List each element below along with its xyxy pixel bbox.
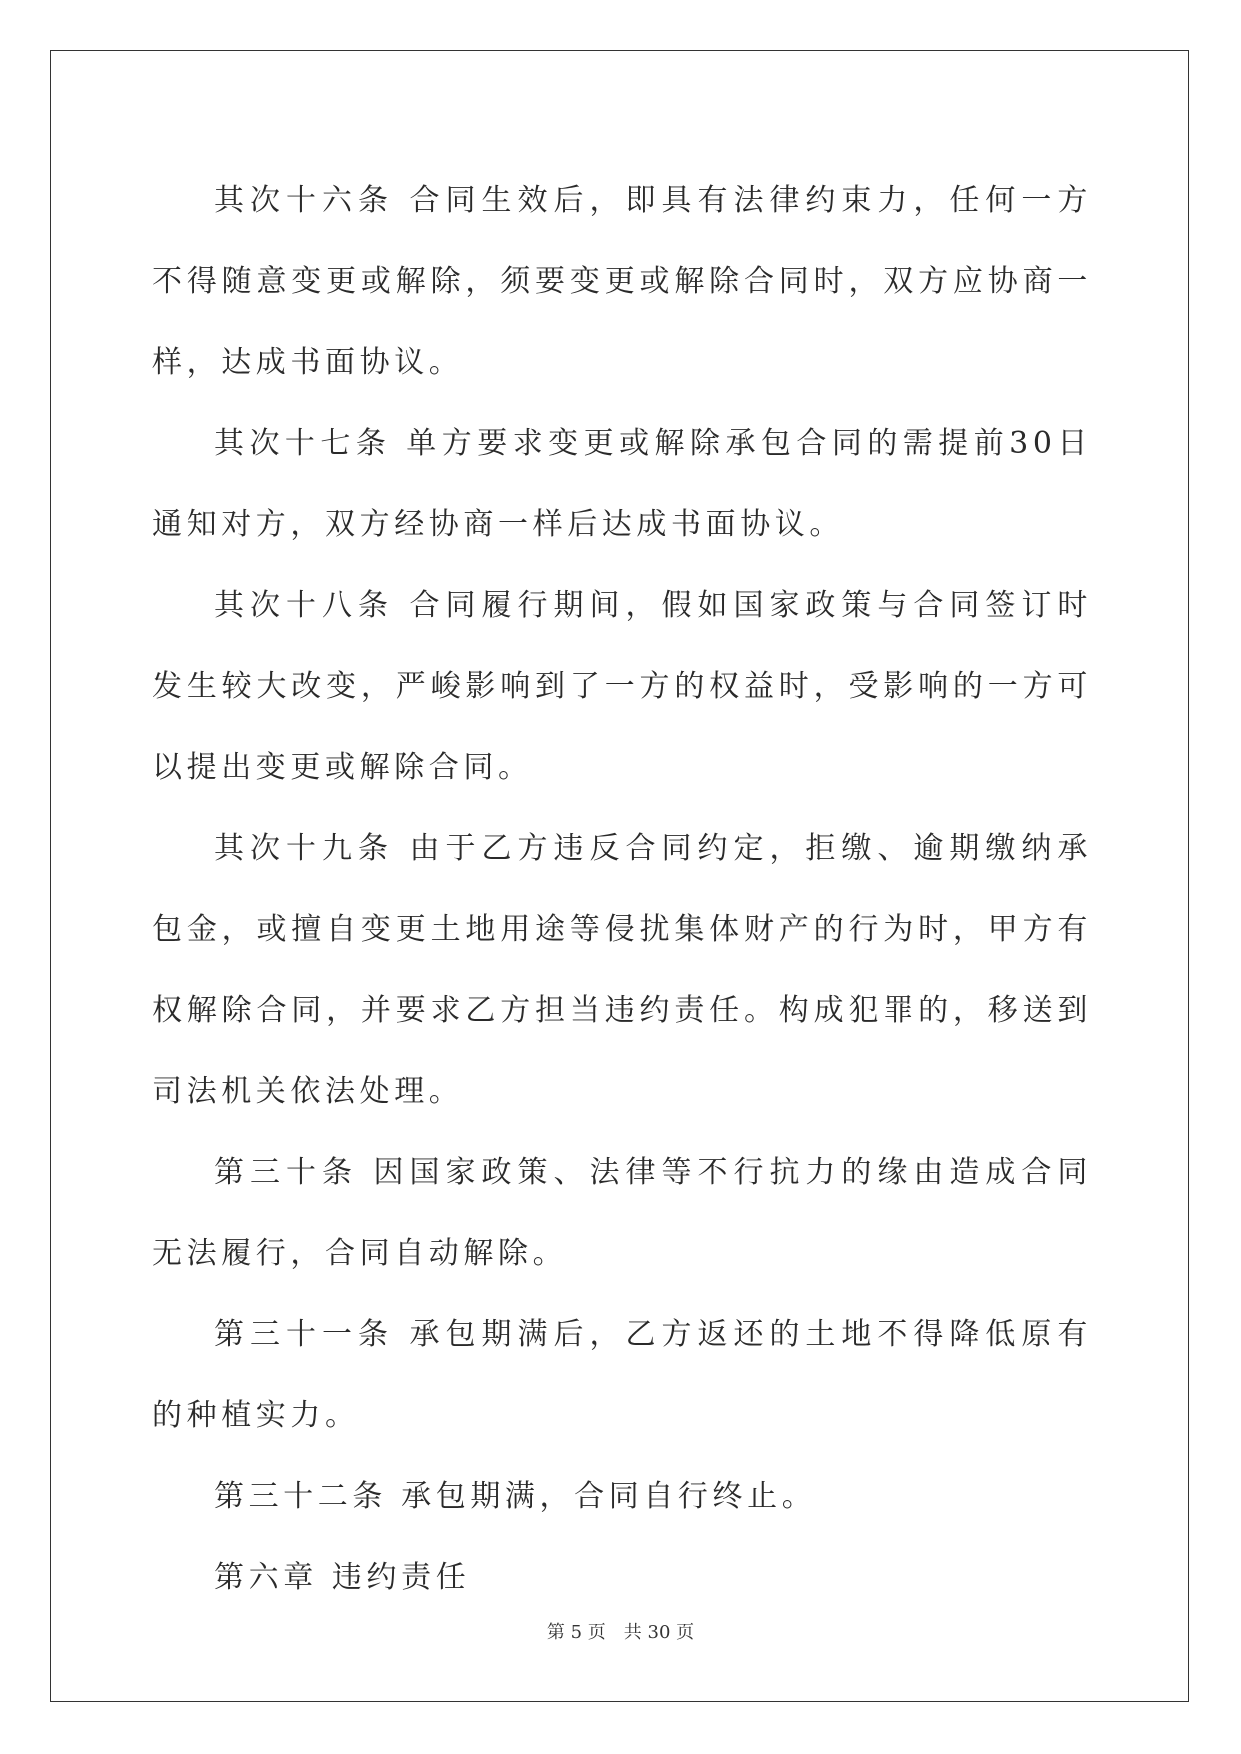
document-body — [152, 160, 1092, 1618]
page-total: 共 30 页 — [623, 1622, 695, 1643]
clause-29: 其次十九条 由于乙方违反合同约定，拒缴、逾期缴纳承包金，或擅自变更土地用途等侵扰集体财产的行为时，甲方有权解除合同，并要求乙方担当违约责任。构成犯罪的，移送到司法机关依法处理。 — [152, 831, 1092, 1109]
clause-30: 第三十条 因国家政策、法律等不行抗力的缘由造成合同无法履行，合同自动解除。 — [152, 1155, 1092, 1271]
page-footer — [0, 1618, 1241, 1644]
chapter-heading: 第六章 违约责任 — [214, 1560, 471, 1595]
clause-26: 其次十六条 合同生效后，即具有法律约束力，任何一方不得随意变更或解除，须要变更或解除合同时，双方应协商一样，达成书面协议。 — [152, 183, 1092, 380]
clause-27: 其次十七条 单方要求变更或解除承包合同的需提前30日通知对方，双方经协商一样后达成书面协议。 — [152, 426, 1092, 542]
clause-32: 第三十二条 承包期满，合同自行终止。 — [214, 1479, 817, 1514]
clause-31: 第三十一条 承包期满后，乙方返还的土地不得降低原有的种植实力。 — [152, 1317, 1092, 1433]
page-number: 第 5 页 — [546, 1622, 606, 1643]
clause-28: 其次十八条 合同履行期间，假如国家政策与合同签订时发生较大改变，严峻影响到了一方的权益时，受影响的一方可以提出变更或解除合同。 — [152, 588, 1092, 785]
